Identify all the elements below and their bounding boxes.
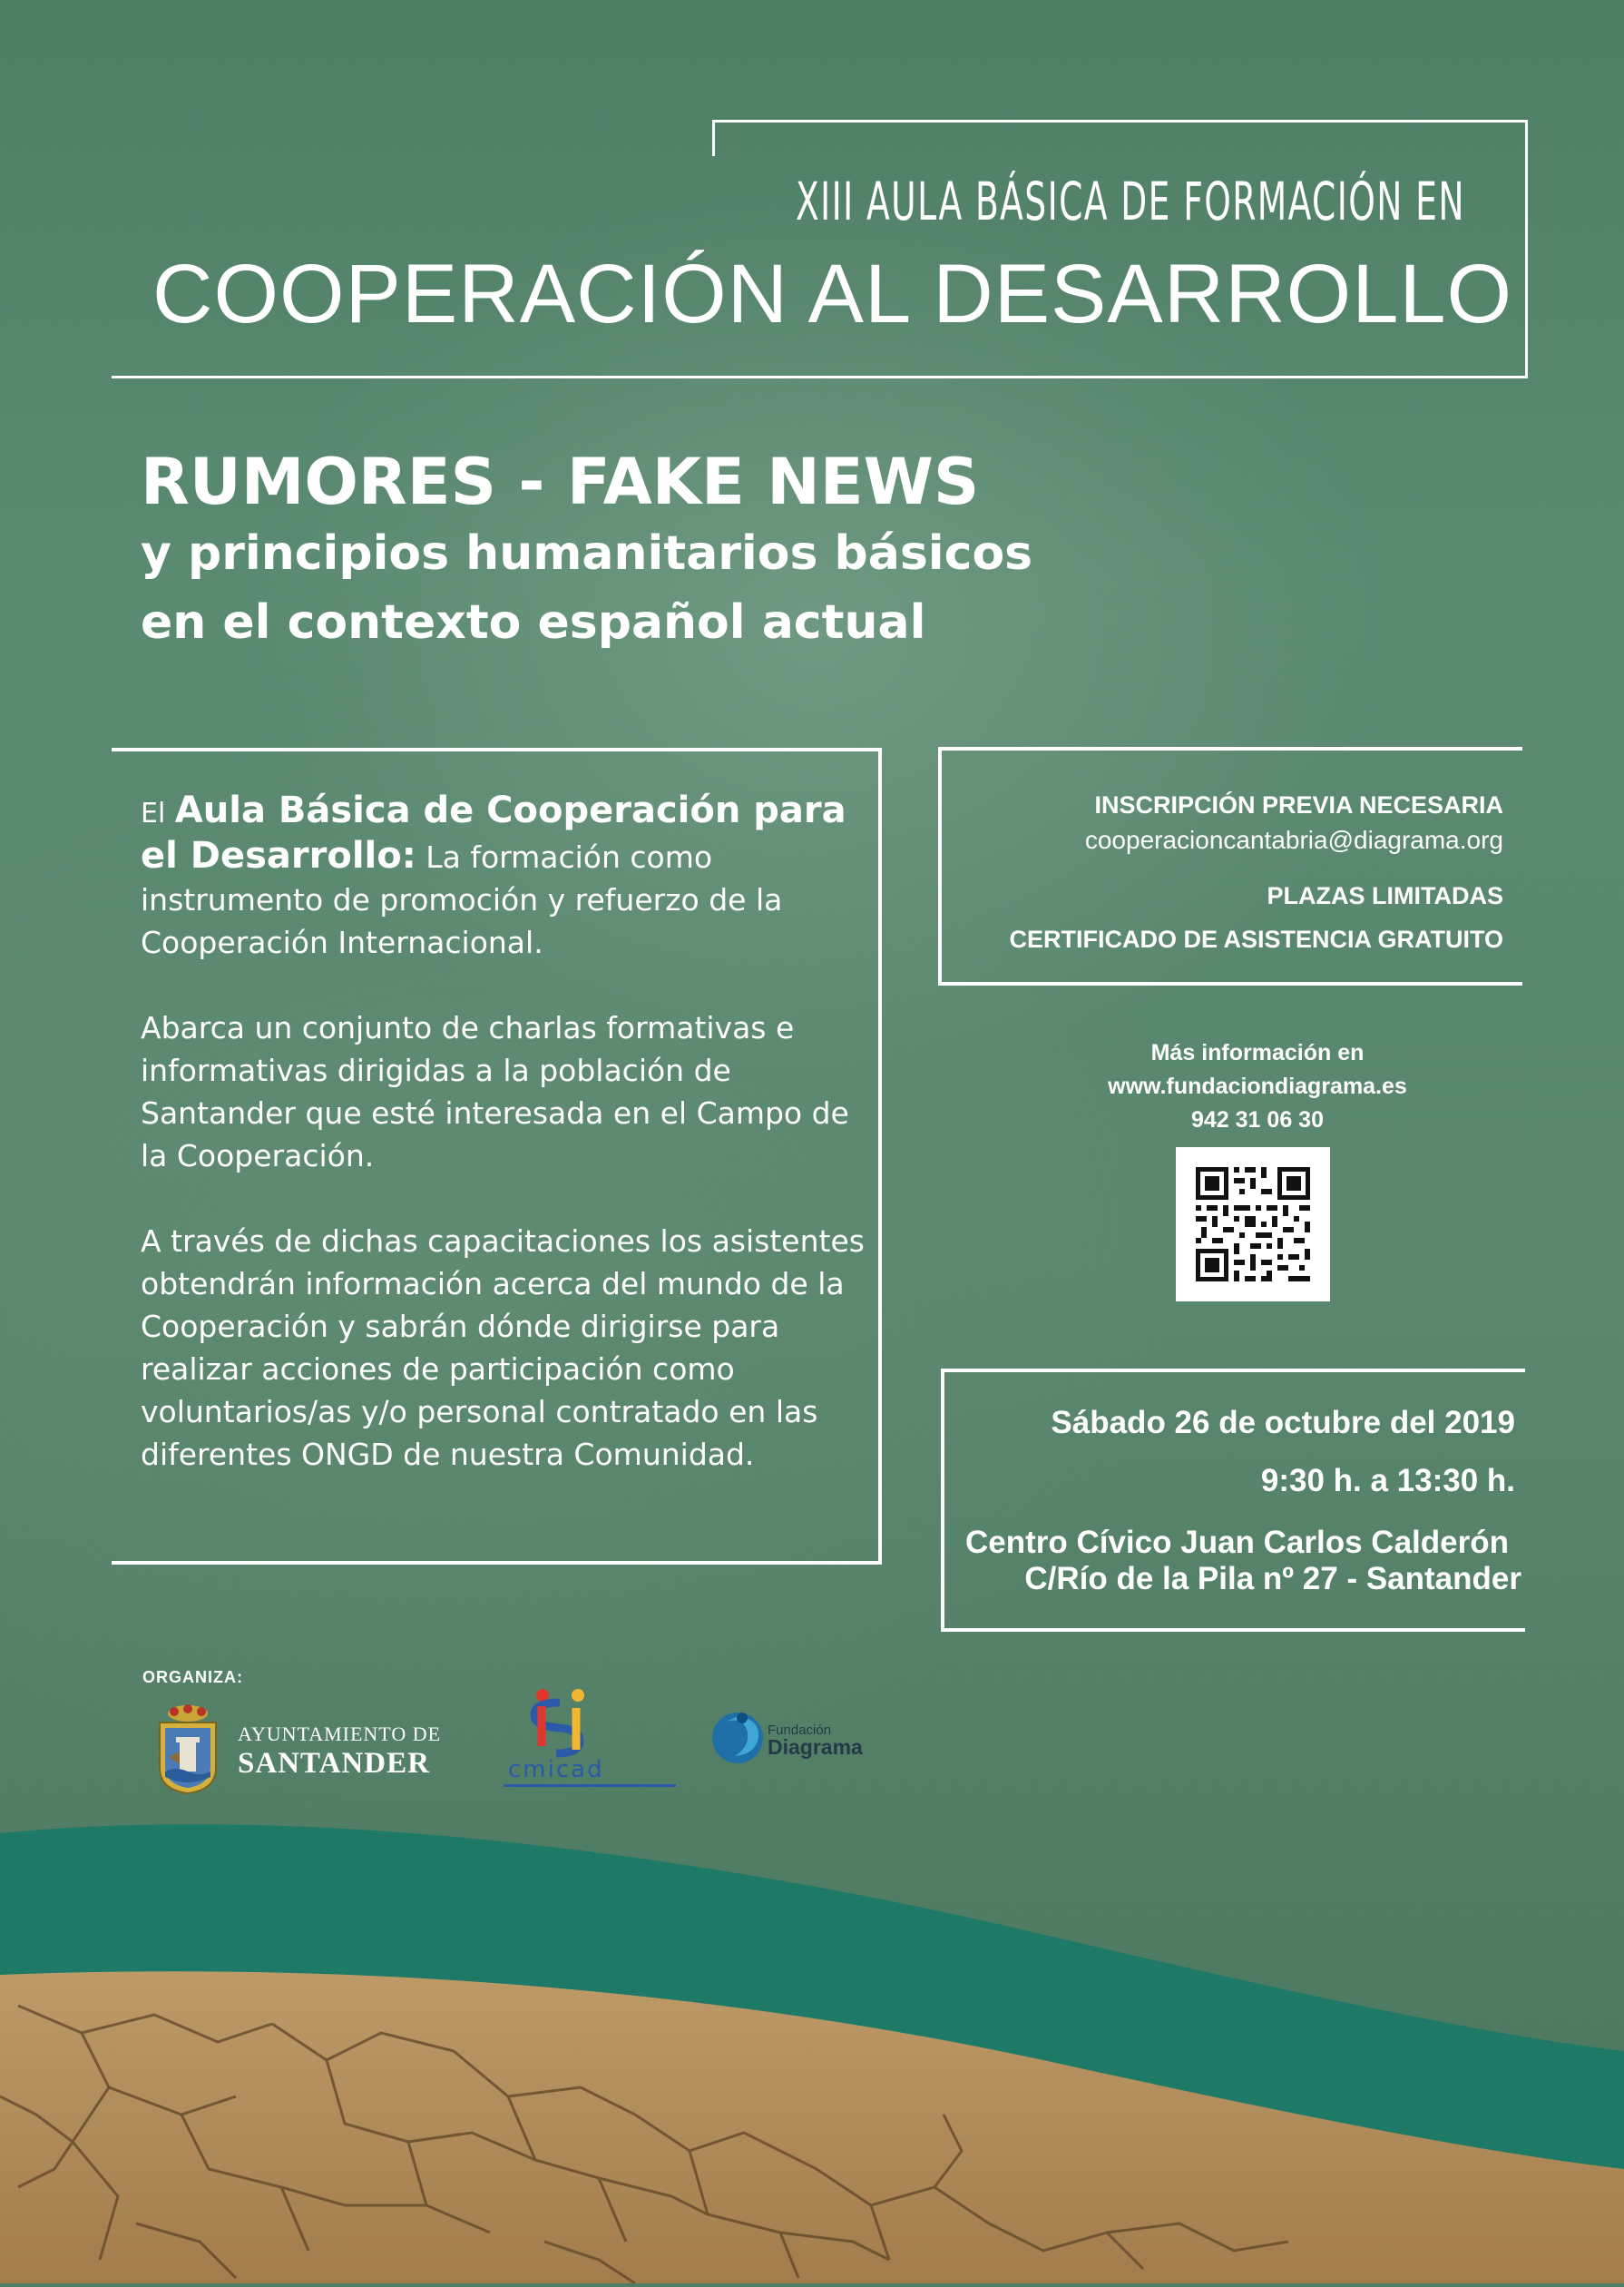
cmicad-logo-text: cmicad xyxy=(508,1756,604,1783)
more-info-phone: 942 31 06 30 xyxy=(1191,1107,1324,1133)
diagrama-logo-big-text: Diagrama xyxy=(768,1735,863,1759)
more-info-label: Más información en xyxy=(1150,1040,1365,1065)
description-paragraph-2: Abarca un conjunto de charlas formativas e informativas dirigidas a la población de Santander que esté interesada en el Campo de la Cooperación. xyxy=(141,1010,849,1173)
organizers-label: ORGANIZA: xyxy=(142,1668,243,1686)
event-address: C/Río de la Pila nº 27 - Santander xyxy=(1024,1561,1521,1596)
info-box-left-line xyxy=(938,747,942,986)
description-box-bottom-line xyxy=(112,1561,882,1565)
event-time: 9:30 h. a 13:30 h. xyxy=(1260,1463,1515,1498)
title-frame-right-line xyxy=(1525,120,1528,378)
description-intro-rest: La formación como instrumento de promoción y refuerzo de la Cooperación Internacional. xyxy=(141,839,783,960)
limited-places: PLAZAS LIMITADAS xyxy=(1267,882,1503,909)
qr-code-icon xyxy=(1176,1147,1330,1301)
title-frame-top-line xyxy=(712,120,1527,123)
subtitle-line-1: y principios humanitarios básicos xyxy=(141,526,1033,581)
description-box-top-line xyxy=(112,748,882,751)
diagrama-logo-small-text: Fundación xyxy=(768,1723,832,1738)
qr-code[interactable] xyxy=(1176,1147,1330,1301)
info-box-bottom-line xyxy=(938,982,1522,986)
santander-crest-icon xyxy=(152,1704,223,1795)
bottom-wave-and-soil xyxy=(0,1824,1624,2283)
description-text xyxy=(141,790,866,1518)
description-highlight: Aula Básica de Cooperación para el Desarrollo: xyxy=(141,790,846,877)
santander-logo-line-2: SANTANDER xyxy=(238,1747,430,1780)
info-box-top-line xyxy=(938,747,1522,751)
description-paragraph-3: A través de dichas capacitaciones los asistentes obtendrán información acerca del mundo de la Cooperación y sabrán dónde dirigirse para realizar acciones de participación como voluntarios/as y/o personal contratado en las diferentes ONGD de nuestra Comunidad. xyxy=(141,1223,865,1472)
registration-email[interactable]: cooperacioncantabria@diagrama.org xyxy=(1084,826,1503,854)
diagrama-logo xyxy=(708,1702,880,1774)
description-box-right-line xyxy=(878,748,882,1565)
description-intro-word: El xyxy=(141,798,166,829)
more-info-website[interactable]: www.fundaciondiagrama.es xyxy=(1108,1074,1407,1099)
main-title: COOPERACIÓN AL DESARROLLO xyxy=(152,248,1513,340)
title-frame-bottom-line xyxy=(112,376,1528,378)
event-box-left-line xyxy=(941,1369,944,1632)
event-box-top-line xyxy=(941,1369,1525,1372)
subtitle-heading: RUMORES - FAKE NEWS xyxy=(141,445,980,519)
cmicad-logo xyxy=(504,1686,676,1795)
subtitle-line-2: en el contexto español actual xyxy=(141,595,926,650)
event-date: Sábado 26 de octubre del 2019 xyxy=(1051,1405,1515,1440)
event-venue: Centro Cívico Juan Carlos Calderón xyxy=(964,1525,1509,1560)
title-frame-left-line xyxy=(712,120,715,156)
registration-required: INSCRIPCIÓN PREVIA NECESARIA xyxy=(1094,791,1503,819)
free-certificate: CERTIFICADO DE ASISTENCIA GRATUITO xyxy=(1009,926,1503,953)
santander-logo-line-1: AYUNTAMIENTO DE xyxy=(238,1723,442,1745)
pre-title: XIII AULA BÁSICA DE FORMACIÓN EN xyxy=(796,171,1465,232)
event-box-bottom-line xyxy=(941,1628,1525,1632)
description-intro xyxy=(141,790,866,964)
